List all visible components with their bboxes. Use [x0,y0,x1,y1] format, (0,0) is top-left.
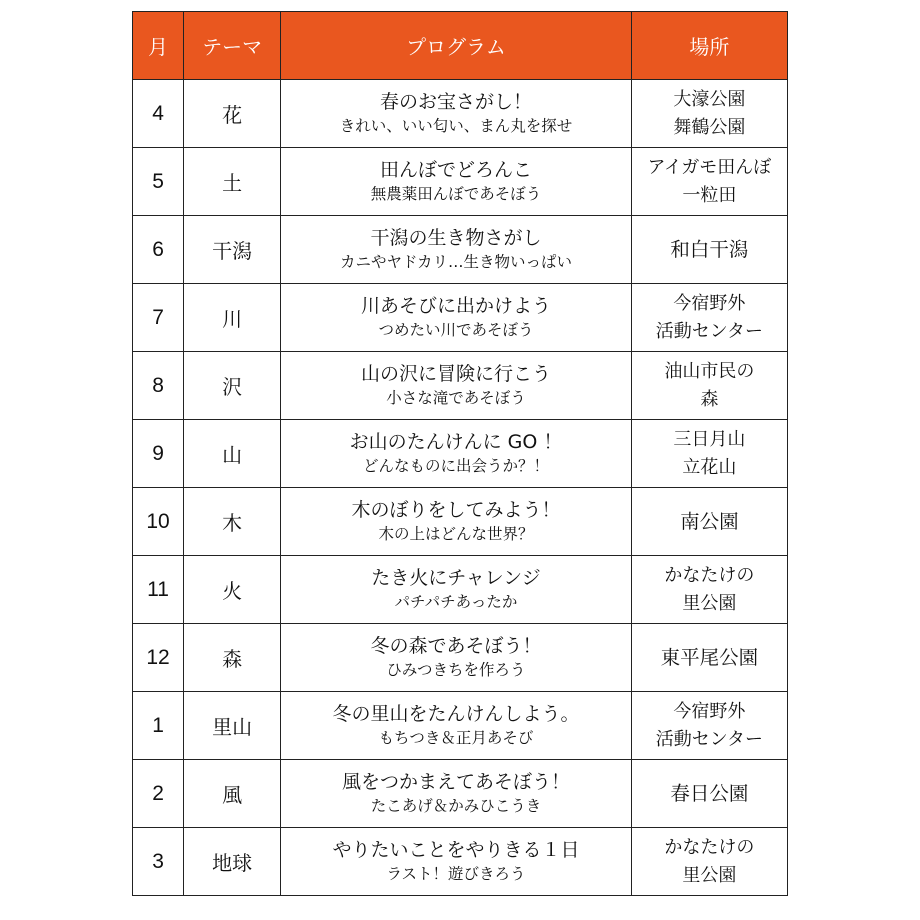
program-subtitle: カニやヤドカリ…生き物いっぱい [339,253,572,271]
place-cell [631,828,787,896]
program-subtitle: どんなものに出会うか？！ [362,457,549,475]
header-place: 場所 [631,12,787,80]
place-cell [631,760,787,828]
place-line: 今宿野外 [673,700,746,722]
program-title: たき火にチャレンジ [371,567,541,589]
place-cell [631,148,787,216]
place-line: 里公園 [682,592,737,614]
month-cell: 11 [133,556,184,624]
program-cell [281,828,632,896]
header-row [133,12,788,80]
month-cell: 4 [133,80,184,148]
table-row [133,284,788,352]
table-row [133,828,788,896]
place-line: 里公園 [682,864,737,886]
program-subtitle: ひみつきちを作ろう [386,661,526,679]
place-line: 三日月山 [673,428,746,450]
place-line: 油山市民の [664,360,755,382]
program-cell [281,352,632,420]
program-title: 木のぼりをしてみよう！ [351,499,561,521]
month-cell: 9 [133,420,184,488]
place-cell [631,352,787,420]
program-cell [281,624,632,692]
place-cell [631,80,787,148]
month-cell: 6 [133,216,184,284]
place-line: 森 [700,388,719,410]
place-cell [631,692,787,760]
table-row [133,216,788,284]
table-row [133,692,788,760]
place-line: 大濠公園 [673,88,746,110]
program-cell [281,80,632,148]
place-cell [631,284,787,352]
table-row [133,420,788,488]
theme-cell: 森 [184,624,281,692]
program-title: やりたいことをやりきる１日 [332,839,580,861]
month-cell: 10 [133,488,184,556]
program-cell [281,216,632,284]
program-subtitle: もちつき＆正月あそび [378,729,534,747]
program-title: 春のお宝さがし！ [379,91,532,113]
theme-cell: 干潟 [184,216,281,284]
program-title: お山のたんけんに GO ！ [349,431,563,453]
program-cell [281,420,632,488]
place-line: 今宿野外 [673,292,746,314]
program-title: 干潟の生き物さがし [370,227,542,249]
program-subtitle: つめたい川であそぼう [378,321,534,339]
program-cell [281,760,632,828]
table-row [133,624,788,692]
program-cell [281,148,632,216]
table-row [133,556,788,624]
program-subtitle: たこあげ＆かみひこうき [370,797,542,815]
place-line: 舞鶴公園 [673,116,746,138]
theme-cell: 沢 [184,352,281,420]
table-row [133,148,788,216]
program-title: 川あそびに出かけよう [360,295,551,317]
place-line: 東平尾公園 [660,645,759,669]
month-cell: 3 [133,828,184,896]
program-subtitle: 無農薬田んぼであそぼう [370,185,542,203]
program-cell [281,556,632,624]
table-row [133,352,788,420]
program-subtitle: ラスト！遊びきろう [386,865,526,883]
theme-cell: 山 [184,420,281,488]
program-cell [281,692,632,760]
theme-cell: 川 [184,284,281,352]
program-subtitle: パチパチあったか [394,593,518,611]
table-row [133,80,788,148]
place-line: かなたけの [664,836,755,858]
place-line: 春日公園 [670,781,749,805]
place-line: 一粒田 [682,184,737,206]
theme-cell: 里山 [184,692,281,760]
place-line: 活動センター [655,320,763,342]
place-line: かなたけの [664,564,755,586]
place-cell [631,624,787,692]
theme-cell: 木 [184,488,281,556]
program-cell [281,284,632,352]
program-title: 田んぼでどろんこ [379,159,532,181]
month-cell: 8 [133,352,184,420]
program-title: 山の沢に冒険に行こう [360,363,551,385]
theme-cell: 土 [184,148,281,216]
program-subtitle: 小さな滝であそぼう [386,389,526,407]
schedule-body [133,80,788,896]
place-line: 立花山 [682,456,737,478]
place-line: 和白干潟 [670,237,749,261]
place-cell [631,556,787,624]
program-title: 冬の森であそぼう！ [370,635,542,657]
program-title: 冬の里山をたんけんしよう。 [332,703,580,725]
schedule-table [132,11,788,896]
program-subtitle: きれい、いい匂い、まん丸を探せ [339,117,573,135]
theme-cell: 花 [184,80,281,148]
theme-cell: 風 [184,760,281,828]
table-row [133,488,788,556]
month-cell: 2 [133,760,184,828]
header-program: プログラム [281,12,632,80]
place-line: 南公園 [680,509,739,533]
month-cell: 1 [133,692,184,760]
month-cell: 5 [133,148,184,216]
program-title: 風をつかまえてあそぼう！ [341,771,570,793]
month-cell: 7 [133,284,184,352]
theme-cell: 火 [184,556,281,624]
month-cell: 12 [133,624,184,692]
place-cell [631,420,787,488]
header-month: 月 [133,12,184,80]
program-subtitle: 木の上はどんな世界？ [378,525,534,543]
program-cell [281,488,632,556]
header-theme: テーマ [184,12,281,80]
place-cell [631,216,787,284]
place-line: 活動センター [655,728,763,750]
place-cell [631,488,787,556]
table-row [133,760,788,828]
theme-cell: 地球 [184,828,281,896]
place-line: アイガモ田んぼ [647,156,772,178]
